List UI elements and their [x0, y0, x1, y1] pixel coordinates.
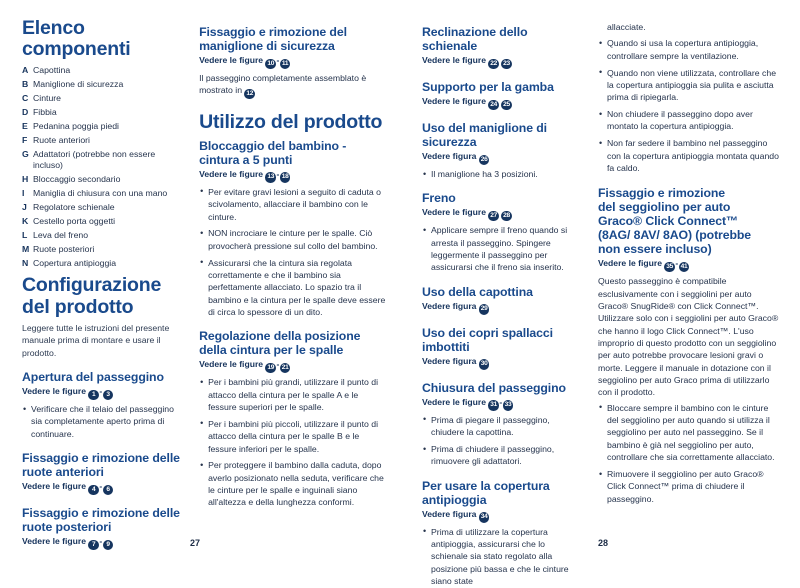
component-label: Ruote anteriori: [33, 135, 90, 146]
section-title-product-use: Utilizzo del prodotto: [199, 111, 383, 134]
figure-badge: 4: [88, 485, 99, 496]
list-item: • Bloccare sempre il bambino con le cinture del seggiolino per auto quando si utilizza il seggiolino per auto nel passeggino. Se il bambino è già nel seggiolino per auto, controllare che sia correttamente allacciato.: [598, 402, 780, 464]
list-item: [22, 93, 187, 103]
figure-badge: 34: [479, 512, 490, 523]
component-letter: G: [22, 149, 29, 160]
component-label: Adattatori (potrebbe non essere incluso): [33, 149, 156, 170]
figure-badge: 7: [88, 540, 99, 551]
figure-reference: Vedere le figure 10 - 11: [199, 54, 386, 69]
figure-badge: 35: [664, 262, 675, 273]
figure-reference: Vedere le figure 19 - 21: [199, 358, 386, 373]
subheading-folding-stroller: Chiusura del passeggino: [422, 380, 566, 395]
bullet-list: [598, 37, 780, 174]
figure-badge: 23: [501, 59, 512, 70]
heading-line-3: Graco® Click Connect™: [598, 214, 739, 229]
subheading-canopy-use: Uso della capottina: [422, 284, 533, 299]
list-item: [22, 202, 187, 212]
figure-reference-prefix: Vedere le figure: [422, 55, 487, 66]
component-label: Fibbia: [33, 106, 57, 117]
figure-badge: 11: [280, 59, 291, 70]
figure-reference: [422, 150, 584, 165]
figure-reference: Vedere le figure 4 - 6: [22, 480, 187, 495]
subheading-rain-cover: Per usare la copertura antipioggia: [422, 478, 550, 507]
figure-reference-prefix: Vedere figura: [422, 300, 477, 311]
subheading-safety-handle: Fissaggio e rimozione del maniglione di sicurezza: [199, 25, 347, 54]
figure-reference: [422, 54, 584, 69]
component-letter: F: [22, 135, 28, 146]
figure-badge: 31: [488, 400, 499, 411]
figure-badge: 18: [280, 172, 291, 183]
heading-line-5: non essere incluso): [598, 242, 712, 257]
component-letter: A: [22, 64, 29, 75]
assembled-note: [199, 72, 386, 99]
list-item: [22, 121, 187, 131]
list-item: • Quando si usa la copertura antipioggia, controllare sempre la ventilazione.: [598, 37, 780, 62]
figure-badge: 41: [679, 262, 690, 273]
list-item: [22, 216, 187, 226]
list-item: • Per evitare gravi lesioni a seguito di caduta o scivolamento, allacciare il bambino con le cinture.: [199, 186, 386, 223]
component-letter: C: [22, 92, 29, 103]
figure-badge: 28: [501, 211, 512, 222]
list-item: [22, 135, 187, 145]
component-label: Maniglia di chiusura con una mano: [33, 187, 168, 198]
list-item: • Non chiudere il passeggino dopo aver montato la copertura antipioggia.: [598, 108, 780, 133]
figure-reference: [422, 300, 584, 315]
figure-reference: Vedere le figure 31 - 33: [422, 396, 584, 411]
heading-line-2: del seggiolino per auto: [598, 200, 731, 215]
component-label: Maniglione di sicurezza: [33, 78, 124, 89]
figure-reference-prefix: Vedere figura: [422, 151, 477, 162]
figure-reference: Vedere le figure 1 - 3: [22, 385, 187, 400]
figure-reference-prefix: Vedere le figure: [422, 396, 487, 407]
page-number: 28: [598, 538, 609, 548]
subheading-leg-support: Supporto per la gamba: [422, 80, 554, 95]
bullet-list: [598, 402, 780, 505]
component-letter: J: [22, 201, 27, 212]
bullet-list: [22, 403, 187, 440]
subheading-shoulder-belt-position: Regolazione della posizione della cintura per le spalle: [199, 329, 361, 358]
figure-badge: 1: [88, 390, 99, 401]
figure-badge: 27: [488, 211, 499, 222]
figure-badge: 12: [244, 89, 255, 100]
subheading-safety-handle-use: Uso del maniglione di sicurezza: [422, 121, 547, 150]
list-item: [22, 107, 187, 117]
component-label: Pedanina poggia piedi: [33, 121, 119, 131]
figure-reference-prefix: Vedere le figure: [598, 258, 663, 269]
section-title-component-list: Elenco componenti: [22, 17, 131, 61]
list-item: • Prima di utilizzare la copertura antipioggia, assicurarsi che lo schienale sia stato regolato alla posizione più bassa e che le cinture siano state: [422, 526, 584, 588]
figure-badge: 3: [103, 390, 114, 401]
subheading-opening-stroller: Apertura del passeggino: [22, 370, 164, 385]
component-letter: M: [22, 243, 30, 254]
list-item: [22, 188, 187, 198]
figure-reference-prefix: Vedere le figure: [199, 359, 264, 370]
component-label: Cestello porta oggetti: [33, 215, 116, 226]
figure-reference-prefix: Vedere le figure: [422, 207, 487, 218]
figure-reference-prefix: Vedere le figure: [22, 386, 87, 397]
figure-badge: 19: [265, 363, 276, 374]
figure-reference: Vedere le figure 7 - 9: [22, 535, 187, 550]
figure-reference-prefix: Vedere le figure: [22, 536, 87, 547]
component-letter: N: [22, 257, 29, 268]
figure-reference-prefix: Vedere le figure: [422, 96, 487, 107]
list-item: • Per i bambini più piccoli, utilizzare il punto di attacco della cintura per le spalle B e le fessure inferiori per le spalle.: [199, 418, 386, 455]
list-item: • Assicurarsi che la cintura sia regolata correttamente e che il bambino sia perfettamente allacciato. Lo spazio tra il bambino e la cintura per le spalle deve essere di circa lo spessore di un dito.: [199, 257, 386, 319]
list-item: • Il maniglione ha 3 posizioni.: [422, 168, 584, 180]
component-list: [22, 65, 187, 268]
bullet-list: [422, 414, 584, 468]
list-item: • Quando non viene utilizzata, controllare che la copertura antipioggia sia pulita e asciutta prima di ripiegarla.: [598, 67, 780, 104]
figure-badge: 10: [265, 59, 276, 70]
component-label: Capottina: [33, 64, 71, 75]
bullet-list: [422, 526, 584, 588]
list-item: • Applicare sempre il freno quando si arresta il passeggino. Spingere leggermente il passeggino per assicurarsi che il freno sia inserito.: [422, 224, 584, 273]
bullet-list: [422, 168, 584, 180]
component-letter: L: [22, 229, 28, 240]
heading-line-4: (8AG/ 8AV/ 8AO) (potrebbe: [598, 228, 752, 243]
section-title-product-setup: Configurazione del prodotto: [22, 274, 162, 318]
component-letter: D: [22, 106, 29, 117]
list-item: [22, 65, 187, 75]
list-item: • Prima di chiudere il passeggino, rimuovere gli adattatori.: [422, 443, 584, 468]
list-item: [22, 244, 187, 254]
figure-reference: [422, 206, 584, 221]
list-item: [22, 79, 187, 89]
setup-intro-text: Leggere tutte le istruzioni del presente manuale prima di montare e usare il prodotto.: [22, 323, 170, 358]
component-label: Ruote posteriori: [33, 243, 95, 254]
figure-reference-prefix: Vedere le figure: [22, 481, 87, 492]
figure-reference: Vedere le figure 13 - 18: [199, 168, 386, 183]
subheading-brake: Freno: [422, 191, 456, 206]
component-letter: H: [22, 173, 29, 184]
figure-badge: 6: [103, 485, 114, 496]
figure-badge: 30: [479, 359, 490, 370]
subheading-backrest-recline: Reclinazione dello schienale: [422, 25, 528, 54]
figure-badge: 9: [103, 540, 114, 551]
list-item: • Per proteggere il bambino dalla caduta, dopo averlo posizionato nella seduta, verificare che le cinture per le spalle e inguinali siano all'altezza e della lunghezza conformi.: [199, 459, 386, 508]
figure-badge: 21: [280, 363, 291, 374]
heading-line-1: Fissaggio e rimozione: [598, 186, 726, 201]
figure-reference: Vedere le figure 35 - 41: [598, 257, 780, 272]
figure-reference: [422, 95, 584, 110]
list-item: • Prima di piegare il passeggino, chiudere la capottina.: [422, 414, 584, 439]
figure-reference-prefix: Vedere le figure: [199, 168, 264, 179]
subheading-shoulder-pads: Uso dei copri spallacci imbottiti: [422, 325, 553, 354]
component-label: Bloccaggio secondario: [33, 173, 121, 184]
figure-badge: 26: [479, 155, 490, 166]
bullet-list: [199, 376, 386, 508]
figure-badge: 13: [265, 172, 276, 183]
bullet-list: [422, 224, 584, 273]
list-item: • Verificare che il telaio del passeggino sia completamente aperto prima di continuare.: [22, 403, 187, 440]
figure-reference-prefix: Vedere le figure: [199, 55, 264, 66]
component-letter: K: [22, 215, 29, 226]
component-letter: I: [22, 187, 25, 198]
bullet-list: [199, 186, 386, 318]
component-label: Leva del freno: [33, 229, 89, 240]
figure-reference: [422, 355, 584, 370]
subheading-rear-wheels: Fissaggio e rimozione delle ruote posteriori: [22, 506, 180, 535]
assembled-note-text: Il passeggino completamente assemblato è mostrato in: [199, 73, 367, 96]
component-label: Cinture: [33, 92, 62, 103]
continuation-text: allacciate.: [607, 22, 646, 32]
list-item: • Per i bambini più grandi, utilizzare il punto di attacco della cintura per le spalle A e le fessure superiori per le spalle.: [199, 376, 386, 413]
column-4: [598, 18, 784, 528]
subheading-front-wheels: Fissaggio e rimozione delle ruote anteriori: [22, 451, 180, 480]
page-number: 27: [190, 538, 201, 548]
car-seat-compatibility-paragraph: Questo passeggino è compatibile esclusivamente con i seggiolini per auto Graco® SnugRide® con Click Connect™. Utilizzare solo con i seggiolini per auto Graco® che hanno il logo Click Connect™. L'uso improprio di questo prodotto con un seggiolino per auto potrebbe provocare lesioni gravi o morte. Leggere il manuale in dotazione con il seggiolino per auto Graco prima di utilizzarlo con il prodotto.: [598, 276, 779, 398]
list-item: [22, 230, 187, 240]
component-letter: E: [22, 121, 28, 131]
figure-badge: 22: [488, 59, 499, 70]
figure-reference: [422, 508, 584, 523]
component-letter: B: [22, 78, 29, 89]
list-item: • NON incrociare le cinture per le spalle. Ciò provocherà pressione sul collo del bambino.: [199, 227, 386, 252]
figure-badge: 33: [503, 400, 514, 411]
list-item: [22, 149, 187, 170]
component-label: Regolatore schienale: [33, 201, 115, 212]
list-item: • Rimuovere il seggiolino per auto Graco® Click Connect™ prima di chiudere il passeggino.: [598, 468, 780, 505]
component-label: Copertura antipioggia: [33, 257, 117, 268]
column-2: [199, 18, 394, 528]
list-item: [22, 174, 187, 184]
figure-badge: 25: [501, 100, 512, 111]
figure-reference-prefix: Vedere figura: [422, 508, 477, 519]
subheading-car-seat-attach: [598, 186, 780, 256]
page-27: [0, 0, 400, 565]
column-3: [422, 18, 598, 587]
list-item: • Non far sedere il bambino nel passeggino con la copertura antipioggia montata quando fa caldo.: [598, 137, 780, 174]
list-item: [22, 258, 187, 268]
page-28: [400, 0, 800, 587]
subheading-securing-child: Bloccaggio del bambino - cintura a 5 punti: [199, 138, 347, 167]
figure-reference-prefix: Vedere figura: [422, 355, 477, 366]
figure-badge: 24: [488, 100, 499, 111]
figure-badge: 29: [479, 304, 490, 315]
